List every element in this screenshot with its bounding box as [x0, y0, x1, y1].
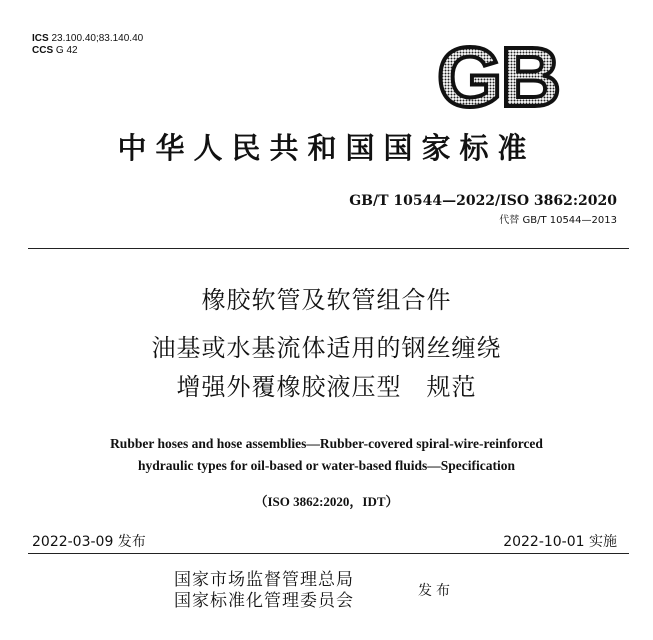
publish-label: 发布	[418, 583, 454, 599]
top-divider	[28, 248, 629, 249]
ics-value: 23.100.40;83.140.40	[51, 33, 144, 44]
ics-label: ICS	[32, 33, 49, 44]
adoption-statement: （ISO 3862:2020，IDT）	[254, 494, 399, 509]
issuing-country-standard-title: 中华人民共和国国家标准	[117, 131, 536, 165]
issue-date: 2022-03-09 发布	[32, 534, 146, 550]
title-cn-line1: 橡胶软管及软管组合件	[201, 286, 452, 314]
gb-logo	[429, 42, 567, 112]
implementation-date: 2022-10-01 实施	[503, 534, 617, 550]
issuer-samr: 国家市场监督管理总局	[174, 570, 354, 590]
issuer-sac: 国家标准化管理委员会	[174, 591, 354, 611]
ccs-label: CCS	[32, 45, 54, 56]
ccs-value: G 42	[55, 45, 78, 56]
issuing-bodies	[174, 570, 354, 612]
title-cn-line3: 增强外覆橡胶液压型 规范	[176, 373, 477, 401]
standard-number-iso: ISO 3862:2020	[500, 193, 617, 209]
title-en-line2: hydraulic types for oil-based or water-based fluids—Specification	[137, 458, 515, 473]
ics-code	[32, 33, 143, 45]
replaces-note: 代替 GB/T 10544—2013	[499, 215, 617, 226]
bottom-divider	[28, 553, 629, 554]
classification-codes	[32, 33, 143, 57]
title-en-line1: Rubber hoses and hose assemblies—Rubber-covered spiral-wire-reinforced	[110, 436, 543, 451]
standard-number	[349, 192, 617, 210]
ccs-code	[32, 45, 143, 57]
gb-logo-text: GB	[437, 42, 559, 112]
standard-number-prefix: GB/T 10544—2022/	[349, 193, 501, 209]
title-cn-line2: 油基或水基流体适用的钢丝缠绕	[151, 334, 502, 362]
